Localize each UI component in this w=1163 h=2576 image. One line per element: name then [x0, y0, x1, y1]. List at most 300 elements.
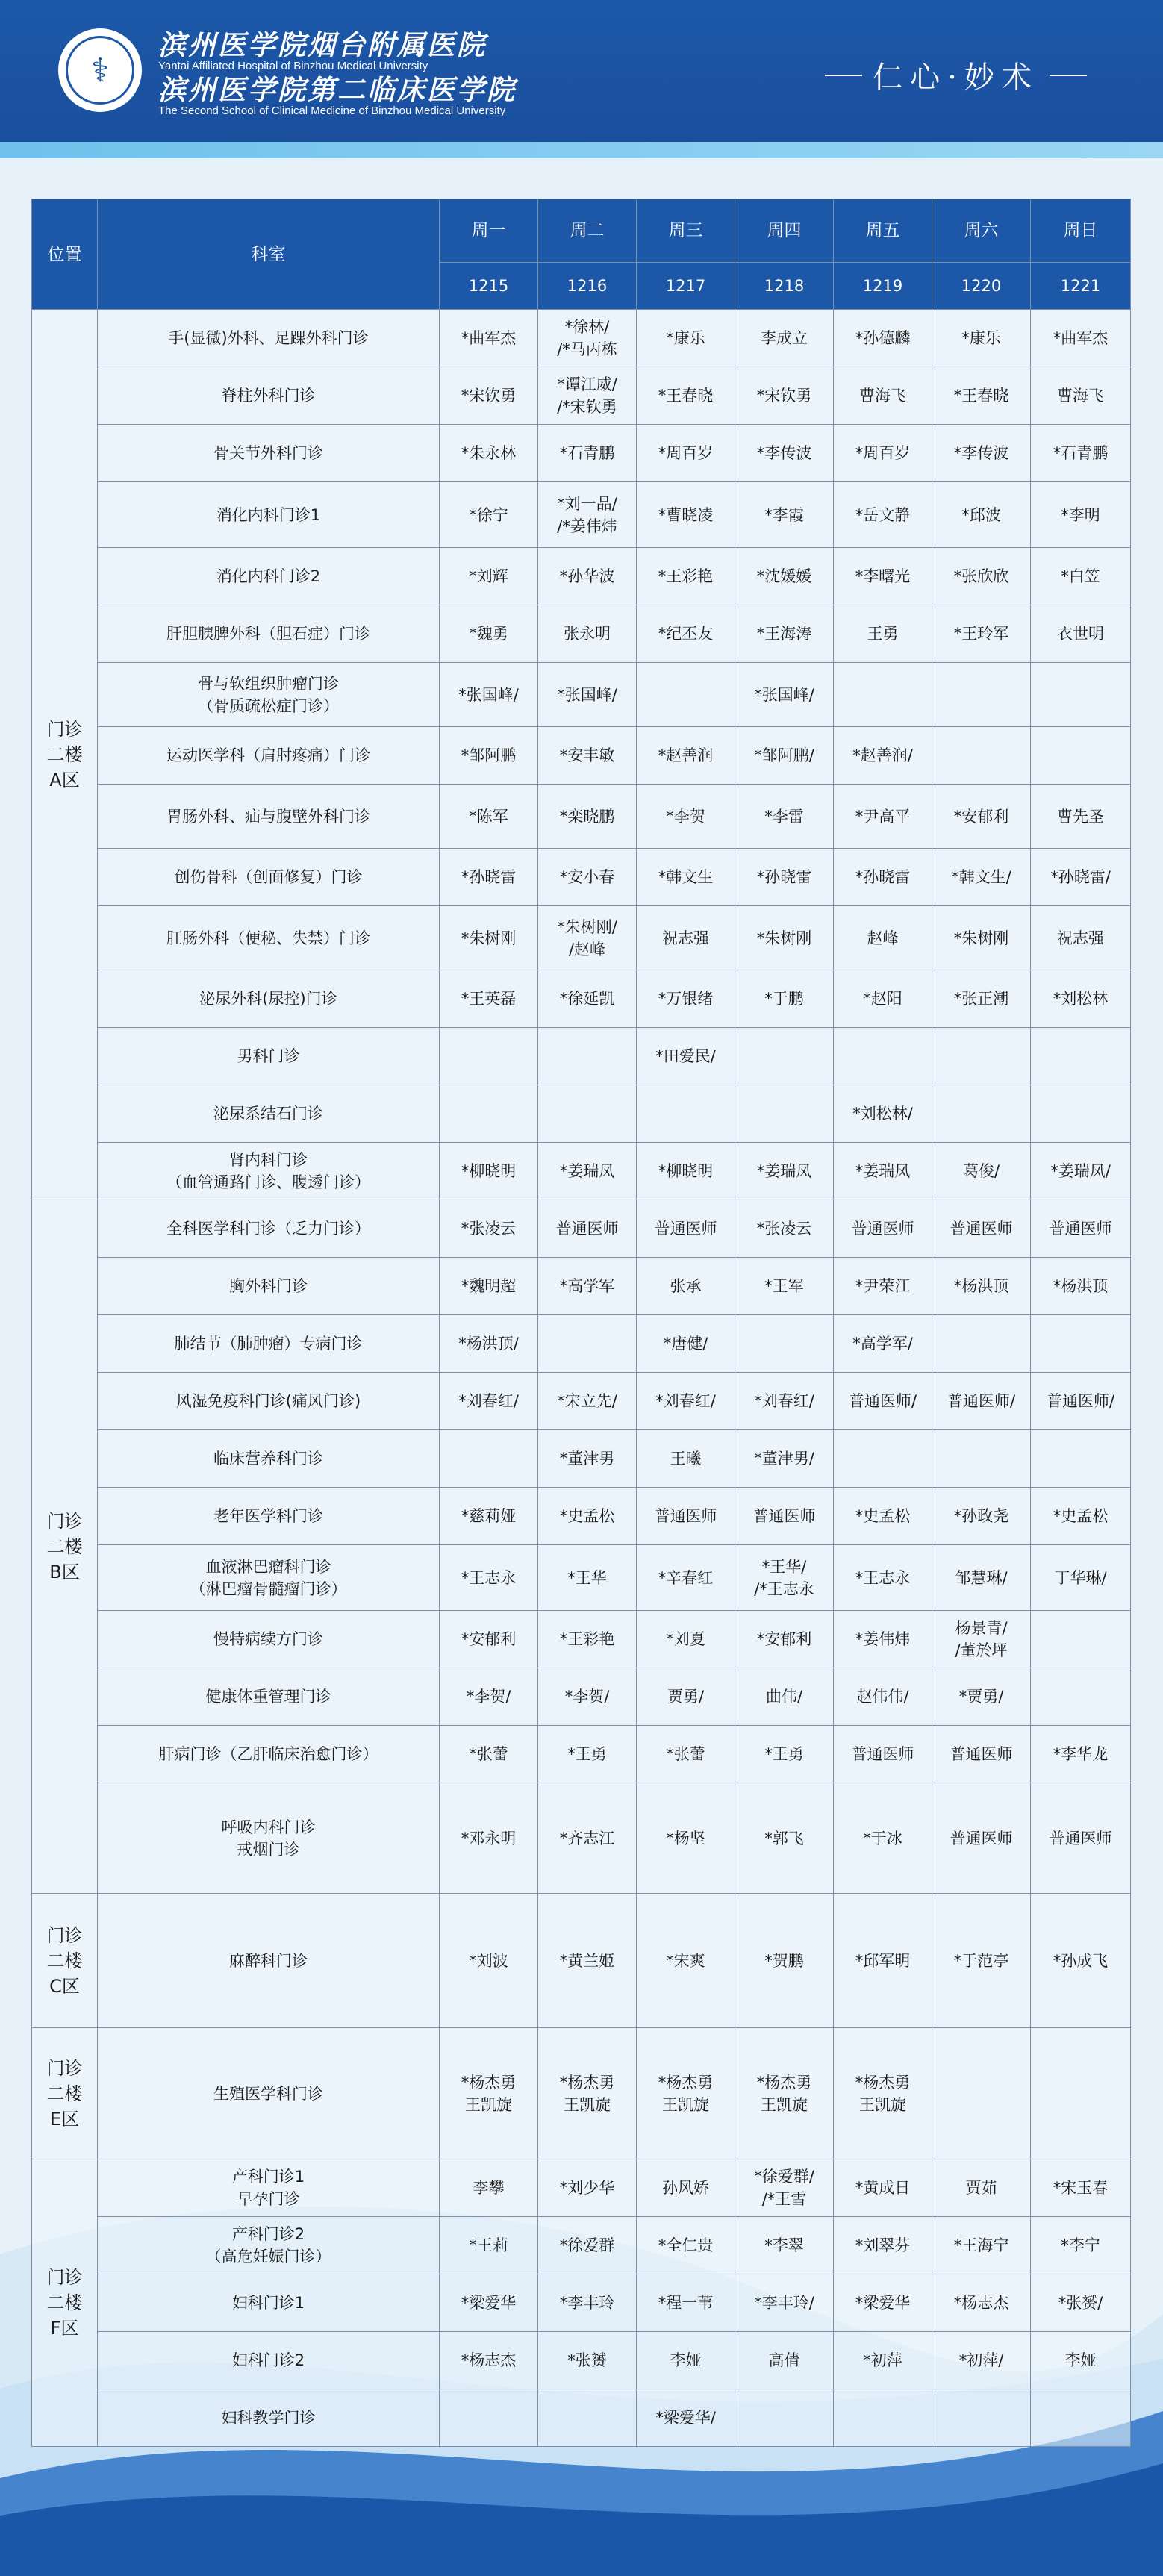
doctor-cell [932, 727, 1031, 785]
school-name-cn: 滨州医学院第二临床医学院 [158, 73, 517, 106]
department-cell: 男科门诊 [98, 1028, 440, 1085]
doctor-cell: *邱军明 [834, 1894, 932, 2028]
department-cell: 肾内科门诊 （血管通路门诊、腹透门诊） [98, 1143, 440, 1200]
date-header: 1215 [440, 263, 538, 310]
table-row [32, 1430, 1131, 1488]
doctor-cell: *安郁利 [440, 1611, 538, 1668]
hospital-logo [58, 28, 142, 112]
doctor-cell: *朱永林 [440, 425, 538, 482]
hospital-name-block-2 [158, 75, 517, 118]
doctor-cell: *李传波 [735, 425, 834, 482]
doctor-cell: 普通医师 [932, 1783, 1031, 1894]
doctor-cell [1031, 1611, 1131, 1668]
table-row [32, 663, 1131, 727]
doctor-cell: *张欣欣 [932, 548, 1031, 605]
doctor-cell: *朱树刚 [735, 906, 834, 970]
doctor-cell: *韩文生 [637, 849, 735, 906]
table-head [32, 199, 1131, 310]
doctor-cell: *张蕾 [637, 1726, 735, 1783]
doctor-cell: *杨洪顶 [932, 1258, 1031, 1315]
day-header: 周六 [932, 199, 1031, 263]
doctor-cell: *史孟松 [1031, 1488, 1131, 1545]
doctor-cell: 邹慧琳/ [932, 1545, 1031, 1611]
department-cell: 消化内科门诊1 [98, 482, 440, 548]
department-cell: 运动医学科（肩肘疼痛）门诊 [98, 727, 440, 785]
doctor-cell [932, 2028, 1031, 2159]
table-row [32, 1611, 1131, 1668]
date-header: 1221 [1031, 263, 1131, 310]
doctor-cell: *杨坚 [637, 1783, 735, 1894]
table-row [32, 1028, 1131, 1085]
doctor-cell: *李丰玲 [538, 2274, 637, 2332]
table-row [32, 1200, 1131, 1258]
motto-dash-left [825, 75, 862, 76]
doctor-cell: *韩文生/ [932, 849, 1031, 906]
doctor-cell: *宋玉春 [1031, 2159, 1131, 2217]
doctor-cell [440, 1085, 538, 1143]
doctor-cell: *刘春红/ [637, 1373, 735, 1430]
department-cell: 胸外科门诊 [98, 1258, 440, 1315]
location-cell: 门诊二楼A区 [32, 310, 98, 1200]
table-row [32, 1258, 1131, 1315]
header-stripe [0, 142, 1163, 158]
doctor-cell [440, 2389, 538, 2447]
department-cell: 产科门诊1 早孕门诊 [98, 2159, 440, 2217]
doctor-cell: *刘一品/ /*姜伟炜 [538, 482, 637, 548]
table-row [32, 1488, 1131, 1545]
department-cell: 脊柱外科门诊 [98, 367, 440, 425]
department-cell: 血液淋巴瘤科门诊 （淋巴瘤骨髓瘤门诊） [98, 1545, 440, 1611]
doctor-cell: *初萍/ [932, 2332, 1031, 2389]
doctor-cell [932, 1085, 1031, 1143]
doctor-cell: 普通医师/ [834, 1373, 932, 1430]
department-cell: 呼吸内科门诊 戒烟门诊 [98, 1783, 440, 1894]
department-cell: 创伤骨科（创面修复）门诊 [98, 849, 440, 906]
doctor-cell: *齐志江 [538, 1783, 637, 1894]
day-header: 周三 [637, 199, 735, 263]
doctor-cell: 李娅 [1031, 2332, 1131, 2389]
department-cell: 妇科教学门诊 [98, 2389, 440, 2447]
table-row [32, 425, 1131, 482]
doctor-cell: *刘翠芬 [834, 2217, 932, 2274]
doctor-cell [1031, 2389, 1131, 2447]
doctor-cell: *宋爽 [637, 1894, 735, 2028]
doctor-cell: *赵善润/ [834, 727, 932, 785]
doctor-cell: *邓永明 [440, 1783, 538, 1894]
doctor-cell [1031, 1668, 1131, 1726]
doctor-cell [637, 1085, 735, 1143]
doctor-cell: *杨杰勇 王凯旋 [440, 2028, 538, 2159]
doctor-cell: *姜瑞凤 [538, 1143, 637, 1200]
doctor-cell: *王海宁 [932, 2217, 1031, 2274]
location-cell: 门诊二楼B区 [32, 1200, 98, 1894]
doctor-cell: 贾茹 [932, 2159, 1031, 2217]
doctor-cell [932, 1430, 1031, 1488]
doctor-cell: *康乐 [637, 310, 735, 367]
doctor-cell: 普通医师 [538, 1200, 637, 1258]
doctor-cell [1031, 1315, 1131, 1373]
motto-text: 仁心·妙术 [873, 60, 1039, 95]
table-row [32, 605, 1131, 663]
doctor-cell: 张承 [637, 1258, 735, 1315]
table-row [32, 367, 1131, 425]
doctor-cell [1031, 2028, 1131, 2159]
doctor-cell: 普通医师 [637, 1200, 735, 1258]
doctor-cell: *姜伟炜 [834, 1611, 932, 1668]
doctor-cell: *王军 [735, 1258, 834, 1315]
doctor-cell: *孙晓雷/ [1031, 849, 1131, 906]
doctor-cell: *孙成飞 [1031, 1894, 1131, 2028]
doctor-cell: *安郁利 [735, 1611, 834, 1668]
doctor-cell: *刘辉 [440, 548, 538, 605]
doctor-cell: 祝志强 [1031, 906, 1131, 970]
doctor-cell: 曹先圣 [1031, 785, 1131, 849]
table-row [32, 970, 1131, 1028]
doctor-cell: *纪丕友 [637, 605, 735, 663]
doctor-cell: *李传波 [932, 425, 1031, 482]
doctor-cell: *全仁贵 [637, 2217, 735, 2274]
doctor-cell: *杨杰勇 王凯旋 [637, 2028, 735, 2159]
doctor-cell: *安丰敏 [538, 727, 637, 785]
doctor-cell: *邹阿鹏 [440, 727, 538, 785]
doctor-cell: *姜瑞凤/ [1031, 1143, 1131, 1200]
doctor-cell: *王勇 [735, 1726, 834, 1783]
doctor-cell [932, 663, 1031, 727]
doctor-cell: *李丰玲/ [735, 2274, 834, 2332]
doctor-cell: *徐林/ /*马丙栋 [538, 310, 637, 367]
doctor-cell: 丁华琳/ [1031, 1545, 1131, 1611]
doctor-cell: *刘春红/ [735, 1373, 834, 1430]
doctor-cell: *王勇 [538, 1726, 637, 1783]
department-cell: 消化内科门诊2 [98, 548, 440, 605]
table-row [32, 310, 1131, 367]
doctor-cell [834, 1430, 932, 1488]
doctor-cell: *石青鹏 [538, 425, 637, 482]
doctor-cell: *柳晓明 [637, 1143, 735, 1200]
doctor-cell: *张凌云 [735, 1200, 834, 1258]
doctor-cell: *孙晓雷 [440, 849, 538, 906]
doctor-cell: 赵峰 [834, 906, 932, 970]
doctor-cell: 普通医师 [932, 1200, 1031, 1258]
doctor-cell: 曹海飞 [834, 367, 932, 425]
table-row [32, 1143, 1131, 1200]
doctor-cell: *杨志杰 [932, 2274, 1031, 2332]
hospital-name-cn: 滨州医学院烟台附属医院 [158, 28, 487, 61]
doctor-cell: *孙晓雷 [735, 849, 834, 906]
doctor-cell: *于冰 [834, 1783, 932, 1894]
table-body [32, 310, 1131, 2447]
date-header: 1218 [735, 263, 834, 310]
doctor-cell: 王勇 [834, 605, 932, 663]
date-header: 1219 [834, 263, 932, 310]
doctor-cell: *于范亭 [932, 1894, 1031, 2028]
department-cell: 肝病门诊（乙肝临床治愈门诊） [98, 1726, 440, 1783]
doctor-cell: *刘波 [440, 1894, 538, 2028]
doctor-cell [440, 1028, 538, 1085]
doctor-cell: *李华龙 [1031, 1726, 1131, 1783]
caduceus-icon: ⚕ [66, 36, 134, 105]
doctor-cell: *宋钦勇 [440, 367, 538, 425]
doctor-cell: 孙风娇 [637, 2159, 735, 2217]
date-header: 1216 [538, 263, 637, 310]
department-cell: 胃肠外科、疝与腹壁外科门诊 [98, 785, 440, 849]
table-row [32, 849, 1131, 906]
doctor-cell: *李曙光 [834, 548, 932, 605]
doctor-cell: *王海涛 [735, 605, 834, 663]
doctor-cell: *李宁 [1031, 2217, 1131, 2274]
doctor-cell: *史孟松 [538, 1488, 637, 1545]
doctor-cell: *岳文静 [834, 482, 932, 548]
table-row [32, 1545, 1131, 1611]
doctor-cell: 普通医师 [834, 1200, 932, 1258]
doctor-cell [834, 2389, 932, 2447]
department-cell: 生殖医学科门诊 [98, 2028, 440, 2159]
doctor-cell: *董津男/ [735, 1430, 834, 1488]
doctor-cell: 曲伟/ [735, 1668, 834, 1726]
table-row [32, 1373, 1131, 1430]
table-row [32, 1085, 1131, 1143]
doctor-cell: *邱波 [932, 482, 1031, 548]
doctor-cell [440, 1430, 538, 1488]
doctor-cell: *赵善润 [637, 727, 735, 785]
doctor-cell [1031, 1430, 1131, 1488]
doctor-cell: 李攀 [440, 2159, 538, 2217]
doctor-cell [637, 663, 735, 727]
weekday-header-row [32, 199, 1131, 263]
doctor-cell: *康乐 [932, 310, 1031, 367]
doctor-cell [1031, 663, 1131, 727]
doctor-cell: *杨杰勇 王凯旋 [538, 2028, 637, 2159]
table-row [32, 2332, 1131, 2389]
doctor-cell: *黄成日 [834, 2159, 932, 2217]
doctor-cell [834, 1028, 932, 1085]
location-header: 位置 [32, 199, 98, 310]
doctor-cell: *徐爱群/ /*王雪 [735, 2159, 834, 2217]
doctor-cell: *孙政尧 [932, 1488, 1031, 1545]
doctor-cell: *柳晓明 [440, 1143, 538, 1200]
department-cell: 泌尿系结石门诊 [98, 1085, 440, 1143]
doctor-cell: *王志永 [440, 1545, 538, 1611]
doctor-cell: *赵阳 [834, 970, 932, 1028]
table-row [32, 1315, 1131, 1373]
header-banner [0, 0, 1163, 142]
doctor-cell: *魏明超 [440, 1258, 538, 1315]
doctor-cell: *曹晓凌 [637, 482, 735, 548]
doctor-cell: *石青鹏 [1031, 425, 1131, 482]
department-cell: 骨与软组织肿瘤门诊 （骨质疏松症门诊） [98, 663, 440, 727]
doctor-cell: *尹高平 [834, 785, 932, 849]
doctor-cell: *于鹏 [735, 970, 834, 1028]
doctor-cell: 王曦 [637, 1430, 735, 1488]
doctor-cell: *徐爱群 [538, 2217, 637, 2274]
doctor-cell: *王春晓 [637, 367, 735, 425]
doctor-cell: *贺鹏 [735, 1894, 834, 2028]
doctor-cell: *张赟/ [1031, 2274, 1131, 2332]
department-cell: 慢特病续方门诊 [98, 1611, 440, 1668]
table-row [32, 1668, 1131, 1726]
doctor-cell: 普通医师 [932, 1726, 1031, 1783]
doctor-cell: 普通医师 [1031, 1783, 1131, 1894]
doctor-cell: *程一苇 [637, 2274, 735, 2332]
doctor-cell: *曲军杰 [440, 310, 538, 367]
doctor-cell: *栾晓鹏 [538, 785, 637, 849]
doctor-cell: *刘松林 [1031, 970, 1131, 1028]
doctor-cell: *张赟 [538, 2332, 637, 2389]
doctor-cell: *郭飞 [735, 1783, 834, 1894]
table-row [32, 1783, 1131, 1894]
doctor-cell: *李贺 [637, 785, 735, 849]
doctor-cell: *孙华波 [538, 548, 637, 605]
department-cell: 手(显微)外科、足踝外科门诊 [98, 310, 440, 367]
doctor-cell: *王玲军 [932, 605, 1031, 663]
doctor-cell: *李雷 [735, 785, 834, 849]
table-row [32, 2159, 1131, 2217]
day-header: 周二 [538, 199, 637, 263]
table-row [32, 1894, 1131, 2028]
doctor-cell: *杨杰勇 王凯旋 [735, 2028, 834, 2159]
day-header: 周四 [735, 199, 834, 263]
table-row [32, 2217, 1131, 2274]
table-row [32, 2274, 1131, 2332]
doctor-cell: *周百岁 [834, 425, 932, 482]
doctor-cell: *董津男 [538, 1430, 637, 1488]
doctor-cell: *万银绪 [637, 970, 735, 1028]
doctor-cell: *刘春红/ [440, 1373, 538, 1430]
school-name-en: The Second School of Clinical Medicine of Binzhou Medical University [158, 105, 506, 117]
doctor-cell: *张国峰/ [735, 663, 834, 727]
doctor-cell: *谭江威/ /*宋钦勇 [538, 367, 637, 425]
doctor-cell: *唐健/ [637, 1315, 735, 1373]
doctor-cell: 普通医师 [1031, 1200, 1131, 1258]
doctor-cell: *贾勇/ [932, 1668, 1031, 1726]
doctor-cell: *李贺/ [538, 1668, 637, 1726]
doctor-cell [932, 2389, 1031, 2447]
doctor-cell: *王彩艳 [637, 548, 735, 605]
department-cell: 妇科门诊2 [98, 2332, 440, 2389]
department-cell: 风湿免疫科门诊(痛风门诊) [98, 1373, 440, 1430]
department-cell: 妇科门诊1 [98, 2274, 440, 2332]
doctor-cell: *白笠 [1031, 548, 1131, 605]
outpatient-schedule-table [31, 199, 1131, 2447]
doctor-cell: 葛俊/ [932, 1143, 1031, 1200]
doctor-cell: *李霞 [735, 482, 834, 548]
doctor-cell: *李明 [1031, 482, 1131, 548]
doctor-cell: *曲军杰 [1031, 310, 1131, 367]
doctor-cell: *陈军 [440, 785, 538, 849]
table-row [32, 2389, 1131, 2447]
doctor-cell: 普通医师 [637, 1488, 735, 1545]
doctor-cell: 赵伟伟/ [834, 1668, 932, 1726]
location-cell: 门诊二楼C区 [32, 1894, 98, 2028]
doctor-cell: *慈莉娅 [440, 1488, 538, 1545]
doctor-cell: *张国峰/ [440, 663, 538, 727]
doctor-cell: *张正潮 [932, 970, 1031, 1028]
doctor-cell: *安郁利 [932, 785, 1031, 849]
location-cell: 门诊二楼E区 [32, 2028, 98, 2159]
date-header: 1217 [637, 263, 735, 310]
doctor-cell: *王莉 [440, 2217, 538, 2274]
doctor-cell [1031, 727, 1131, 785]
day-header: 周五 [834, 199, 932, 263]
doctor-cell [538, 1315, 637, 1373]
table-row [32, 2028, 1131, 2159]
doctor-cell: *徐宁 [440, 482, 538, 548]
doctor-cell: *刘夏 [637, 1611, 735, 1668]
doctor-cell [1031, 1085, 1131, 1143]
doctor-cell: 贾勇/ [637, 1668, 735, 1726]
doctor-cell [735, 1028, 834, 1085]
doctor-cell: *徐延凯 [538, 970, 637, 1028]
doctor-cell: *王英磊 [440, 970, 538, 1028]
doctor-cell: *安小春 [538, 849, 637, 906]
doctor-cell [932, 1315, 1031, 1373]
doctor-cell [538, 1028, 637, 1085]
doctor-cell: *刘少华 [538, 2159, 637, 2217]
department-cell: 骨关节外科门诊 [98, 425, 440, 482]
doctor-cell: 曹海飞 [1031, 367, 1131, 425]
doctor-cell: 李娅 [637, 2332, 735, 2389]
doctor-cell: *梁爱华/ [637, 2389, 735, 2447]
doctor-cell: *梁爱华 [834, 2274, 932, 2332]
location-cell: 门诊二楼F区 [32, 2159, 98, 2447]
doctor-cell: *田爱民/ [637, 1028, 735, 1085]
doctor-cell: *王志永 [834, 1545, 932, 1611]
department-cell: 肝胆胰脾外科（胆石症）门诊 [98, 605, 440, 663]
doctor-cell: 普通医师 [735, 1488, 834, 1545]
doctor-cell: *沈媛媛 [735, 548, 834, 605]
doctor-cell: *杨志杰 [440, 2332, 538, 2389]
hospital-name-en: Yantai Affiliated Hospital of Binzhou Medical University [158, 60, 428, 72]
doctor-cell: *朱树刚/ /赵峰 [538, 906, 637, 970]
doctor-cell: *姜瑞凤 [735, 1143, 834, 1200]
motto-dash-right [1050, 75, 1087, 76]
department-cell: 产科门诊2 （高危妊娠门诊） [98, 2217, 440, 2274]
department-cell: 老年医学科门诊 [98, 1488, 440, 1545]
doctor-cell: *刘松林/ [834, 1085, 932, 1143]
department-header: 科室 [98, 199, 440, 310]
department-cell: 麻醉科门诊 [98, 1894, 440, 2028]
doctor-cell: *孙德麟 [834, 310, 932, 367]
department-cell: 泌尿外科(尿控)门诊 [98, 970, 440, 1028]
doctor-cell [735, 2389, 834, 2447]
doctor-cell: 普通医师/ [932, 1373, 1031, 1430]
department-cell: 肺结节（肺肿瘤）专病门诊 [98, 1315, 440, 1373]
doctor-cell [834, 663, 932, 727]
doctor-cell: *姜瑞凤 [834, 1143, 932, 1200]
table-row [32, 906, 1131, 970]
date-header: 1220 [932, 263, 1031, 310]
day-header: 周一 [440, 199, 538, 263]
doctor-cell: *高学军 [538, 1258, 637, 1315]
doctor-cell: *朱树刚 [932, 906, 1031, 970]
day-header: 周日 [1031, 199, 1131, 263]
doctor-cell [538, 1085, 637, 1143]
department-cell: 临床营养科门诊 [98, 1430, 440, 1488]
doctor-cell: 张永明 [538, 605, 637, 663]
doctor-cell: *周百岁 [637, 425, 735, 482]
doctor-cell: *黄兰姬 [538, 1894, 637, 2028]
doctor-cell: *梁爱华 [440, 2274, 538, 2332]
doctor-cell: 普通医师 [834, 1726, 932, 1783]
doctor-cell [1031, 1028, 1131, 1085]
doctor-cell: *王春晓 [932, 367, 1031, 425]
doctor-cell: *李翠 [735, 2217, 834, 2274]
doctor-cell: *杨洪顶 [1031, 1258, 1131, 1315]
doctor-cell: *王华/ /*王志永 [735, 1545, 834, 1611]
doctor-cell: *宋立先/ [538, 1373, 637, 1430]
doctor-cell: 普通医师/ [1031, 1373, 1131, 1430]
doctor-cell: *朱树刚 [440, 906, 538, 970]
